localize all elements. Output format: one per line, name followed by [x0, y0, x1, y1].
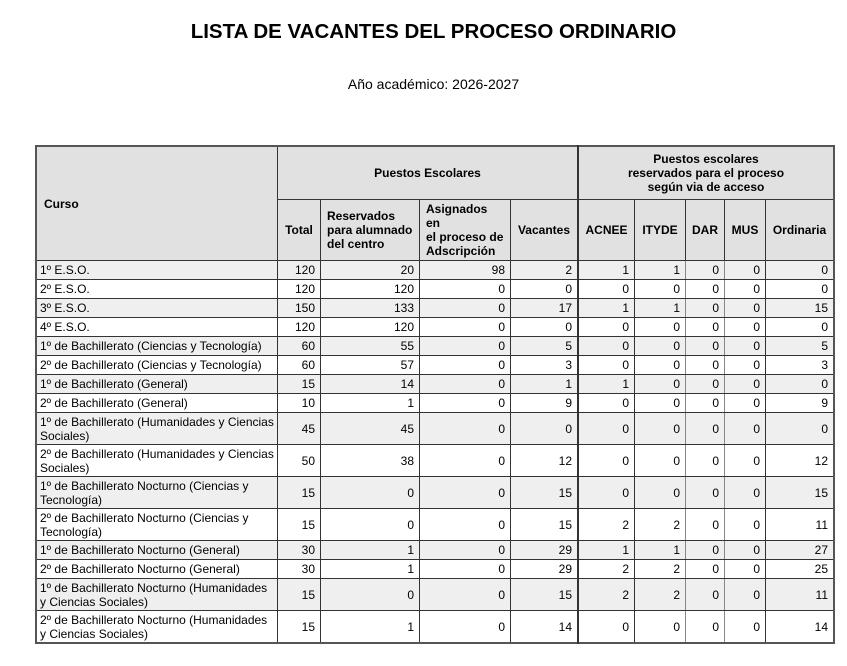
cell-curso: 2º de Bachillerato Nocturno (General) [36, 560, 278, 579]
column-header-asignados [420, 200, 511, 261]
document-title: LISTA DE VACANTES DEL PROCESO ORDINARIO [190, 20, 677, 43]
cell-acnee: 2 [578, 560, 635, 579]
cell-curso: 1º E.S.O. [36, 261, 278, 280]
cell-ordinaria: 12 [766, 445, 835, 477]
column-header-asignados-line: Adscripción [426, 244, 496, 258]
vacancies-table [35, 145, 835, 644]
cell-acnee: 1 [578, 375, 635, 394]
cell-ityde: 2 [635, 560, 686, 579]
cell-mus: 0 [725, 394, 766, 413]
group-header-puestos-escolares: Puestos Escolares [278, 146, 579, 200]
cell-mus: 0 [725, 318, 766, 337]
cell-reservados: 0 [321, 477, 420, 509]
cell-ityde: 2 [635, 509, 686, 541]
cell-reservados: 45 [321, 413, 420, 445]
cell-dar: 0 [686, 413, 725, 445]
cell-acnee: 0 [578, 337, 635, 356]
cell-acnee: 2 [578, 579, 635, 611]
cell-mus: 0 [725, 413, 766, 445]
cell-mus: 0 [725, 560, 766, 579]
column-header-reservados-line: Reservados [327, 209, 396, 223]
cell-ityde: 0 [635, 477, 686, 509]
cell-dar: 0 [686, 375, 725, 394]
cell-ityde: 0 [635, 413, 686, 445]
cell-ordinaria: 0 [766, 375, 835, 394]
column-header-total: Total [278, 200, 321, 261]
cell-vacantes: 0 [511, 318, 579, 337]
cell-acnee: 0 [578, 477, 635, 509]
column-header-acnee: ACNEE [578, 200, 635, 261]
academic-year: Año académico: 2026-2027 [347, 76, 520, 92]
cell-ityde: 0 [635, 375, 686, 394]
table-body [36, 261, 834, 644]
cell-total: 45 [278, 413, 321, 445]
cell-total: 15 [278, 477, 321, 509]
cell-ordinaria: 11 [766, 579, 835, 611]
cell-ityde: 1 [635, 261, 686, 280]
cell-ordinaria: 0 [766, 413, 835, 445]
table-row [36, 299, 834, 318]
cell-ityde: 0 [635, 337, 686, 356]
cell-ityde: 0 [635, 356, 686, 375]
cell-asignados: 0 [420, 375, 511, 394]
table-row [36, 318, 834, 337]
cell-ordinaria: 25 [766, 560, 835, 579]
cell-curso: 2º E.S.O. [36, 280, 278, 299]
cell-total: 15 [278, 611, 321, 644]
cell-reservados: 0 [321, 579, 420, 611]
cell-total: 50 [278, 445, 321, 477]
column-header-mus: MUS [725, 200, 766, 261]
cell-vacantes: 17 [511, 299, 579, 318]
cell-ordinaria: 5 [766, 337, 835, 356]
cell-acnee: 0 [578, 394, 635, 413]
table-row [36, 337, 834, 356]
cell-curso: 1º de Bachillerato (Humanidades y Ciencias Sociales) [36, 413, 278, 445]
column-header-asignados-line: el proceso de [426, 230, 504, 244]
cell-mus: 0 [725, 477, 766, 509]
cell-acnee: 0 [578, 611, 635, 644]
cell-curso: 2º de Bachillerato Nocturno (Humanidades y Ciencias Sociales) [36, 611, 278, 644]
cell-curso: 2º de Bachillerato Nocturno (Ciencias y Tecnología) [36, 509, 278, 541]
table-row [36, 445, 834, 477]
cell-vacantes: 15 [511, 579, 579, 611]
cell-mus: 0 [725, 337, 766, 356]
cell-ordinaria: 15 [766, 477, 835, 509]
cell-asignados: 0 [420, 445, 511, 477]
table-row [36, 375, 834, 394]
cell-reservados: 57 [321, 356, 420, 375]
cell-curso: 2º de Bachillerato (General) [36, 394, 278, 413]
table-row [36, 509, 834, 541]
cell-curso: 1º de Bachillerato Nocturno (Ciencias y Tecnología) [36, 477, 278, 509]
cell-acnee: 1 [578, 541, 635, 560]
cell-ordinaria: 27 [766, 541, 835, 560]
cell-asignados: 0 [420, 318, 511, 337]
cell-curso: 1º de Bachillerato (General) [36, 375, 278, 394]
group-header-reservados-via-acceso [578, 146, 834, 200]
cell-vacantes: 15 [511, 509, 579, 541]
cell-vacantes: 9 [511, 394, 579, 413]
cell-acnee: 0 [578, 413, 635, 445]
cell-vacantes: 14 [511, 611, 579, 644]
cell-asignados: 0 [420, 394, 511, 413]
cell-curso: 3º E.S.O. [36, 299, 278, 318]
cell-reservados: 55 [321, 337, 420, 356]
cell-dar: 0 [686, 356, 725, 375]
cell-vacantes: 1 [511, 375, 579, 394]
column-header-vacantes: Vacantes [511, 200, 579, 261]
cell-vacantes: 0 [511, 413, 579, 445]
cell-curso: 1º de Bachillerato (Ciencias y Tecnología) [36, 337, 278, 356]
cell-mus: 0 [725, 299, 766, 318]
cell-asignados: 0 [420, 280, 511, 299]
table-row [36, 280, 834, 299]
cell-asignados: 0 [420, 299, 511, 318]
cell-vacantes: 2 [511, 261, 579, 280]
cell-total: 15 [278, 579, 321, 611]
table-row [36, 541, 834, 560]
cell-mus: 0 [725, 579, 766, 611]
cell-ityde: 0 [635, 280, 686, 299]
cell-total: 30 [278, 541, 321, 560]
table-row [36, 611, 834, 644]
cell-ityde: 1 [635, 541, 686, 560]
cell-ordinaria: 14 [766, 611, 835, 644]
table-row [36, 413, 834, 445]
cell-dar: 0 [686, 611, 725, 644]
cell-ordinaria: 9 [766, 394, 835, 413]
cell-total: 60 [278, 337, 321, 356]
cell-acnee: 1 [578, 261, 635, 280]
cell-reservados: 120 [321, 318, 420, 337]
cell-dar: 0 [686, 280, 725, 299]
cell-dar: 0 [686, 477, 725, 509]
cell-acnee: 0 [578, 280, 635, 299]
cell-dar: 0 [686, 394, 725, 413]
cell-asignados: 0 [420, 477, 511, 509]
cell-total: 10 [278, 394, 321, 413]
cell-reservados: 1 [321, 560, 420, 579]
table-row [36, 579, 834, 611]
column-header-ordinaria: Ordinaria [766, 200, 835, 261]
column-header-reservados-line: para alumnado [327, 223, 413, 237]
cell-reservados: 14 [321, 375, 420, 394]
group-header-reservados-line: Puestos escolares [653, 152, 759, 166]
column-header-reservados [321, 200, 420, 261]
cell-dar: 0 [686, 541, 725, 560]
cell-ityde: 0 [635, 394, 686, 413]
cell-mus: 0 [725, 509, 766, 541]
cell-asignados: 0 [420, 413, 511, 445]
table-row [36, 560, 834, 579]
cell-dar: 0 [686, 337, 725, 356]
cell-vacantes: 12 [511, 445, 579, 477]
cell-total: 120 [278, 261, 321, 280]
cell-acnee: 2 [578, 509, 635, 541]
cell-curso: 1º de Bachillerato Nocturno (General) [36, 541, 278, 560]
group-header-reservados-line: según via de acceso [647, 180, 765, 194]
cell-asignados: 0 [420, 611, 511, 644]
cell-ordinaria: 0 [766, 261, 835, 280]
table-row [36, 356, 834, 375]
cell-ityde: 2 [635, 579, 686, 611]
table-row [36, 394, 834, 413]
cell-curso: 2º de Bachillerato (Humanidades y Ciencias Sociales) [36, 445, 278, 477]
cell-curso: 2º de Bachillerato (Ciencias y Tecnología) [36, 356, 278, 375]
cell-dar: 0 [686, 560, 725, 579]
cell-asignados: 0 [420, 560, 511, 579]
cell-dar: 0 [686, 299, 725, 318]
cell-ordinaria: 11 [766, 509, 835, 541]
cell-ordinaria: 0 [766, 280, 835, 299]
cell-ordinaria: 3 [766, 356, 835, 375]
cell-vacantes: 15 [511, 477, 579, 509]
cell-reservados: 38 [321, 445, 420, 477]
cell-asignados: 0 [420, 337, 511, 356]
cell-mus: 0 [725, 445, 766, 477]
cell-total: 30 [278, 560, 321, 579]
cell-reservados: 1 [321, 394, 420, 413]
cell-mus: 0 [725, 261, 766, 280]
cell-acnee: 0 [578, 445, 635, 477]
group-header-reservados-line: reservados para el proceso [627, 166, 785, 180]
cell-dar: 0 [686, 579, 725, 611]
cell-ityde: 1 [635, 299, 686, 318]
cell-ordinaria: 15 [766, 299, 835, 318]
cell-asignados: 0 [420, 509, 511, 541]
cell-vacantes: 0 [511, 280, 579, 299]
cell-mus: 0 [725, 375, 766, 394]
cell-ityde: 0 [635, 318, 686, 337]
cell-vacantes: 3 [511, 356, 579, 375]
cell-total: 120 [278, 318, 321, 337]
cell-reservados: 120 [321, 280, 420, 299]
cell-mus: 0 [725, 611, 766, 644]
cell-vacantes: 5 [511, 337, 579, 356]
cell-dar: 0 [686, 261, 725, 280]
cell-asignados: 98 [420, 261, 511, 280]
cell-asignados: 0 [420, 356, 511, 375]
column-header-dar: DAR [686, 200, 725, 261]
table-row [36, 261, 834, 280]
cell-ityde: 0 [635, 445, 686, 477]
cell-curso: 1º de Bachillerato Nocturno (Humanidades y Ciencias Sociales) [36, 579, 278, 611]
cell-vacantes: 29 [511, 560, 579, 579]
cell-ordinaria: 0 [766, 318, 835, 337]
cell-acnee: 0 [578, 318, 635, 337]
cell-curso: 4º E.S.O. [36, 318, 278, 337]
cell-asignados: 0 [420, 579, 511, 611]
cell-dar: 0 [686, 509, 725, 541]
cell-reservados: 20 [321, 261, 420, 280]
column-header-ityde: ITYDE [635, 200, 686, 261]
cell-mus: 0 [725, 541, 766, 560]
cell-reservados: 1 [321, 611, 420, 644]
column-header-asignados-line: Asignados en [426, 202, 488, 230]
cell-total: 60 [278, 356, 321, 375]
cell-total: 120 [278, 280, 321, 299]
cell-ityde: 0 [635, 611, 686, 644]
cell-total: 150 [278, 299, 321, 318]
cell-acnee: 1 [578, 299, 635, 318]
cell-reservados: 133 [321, 299, 420, 318]
cell-total: 15 [278, 509, 321, 541]
cell-vacantes: 29 [511, 541, 579, 560]
cell-acnee: 0 [578, 356, 635, 375]
cell-reservados: 0 [321, 509, 420, 541]
cell-total: 15 [278, 375, 321, 394]
cell-dar: 0 [686, 318, 725, 337]
cell-mus: 0 [725, 280, 766, 299]
table-row [36, 477, 834, 509]
cell-reservados: 1 [321, 541, 420, 560]
cell-mus: 0 [725, 356, 766, 375]
cell-asignados: 0 [420, 541, 511, 560]
cell-dar: 0 [686, 445, 725, 477]
column-header-curso: Curso [36, 146, 278, 261]
column-header-reservados-line: del centro [327, 237, 385, 251]
